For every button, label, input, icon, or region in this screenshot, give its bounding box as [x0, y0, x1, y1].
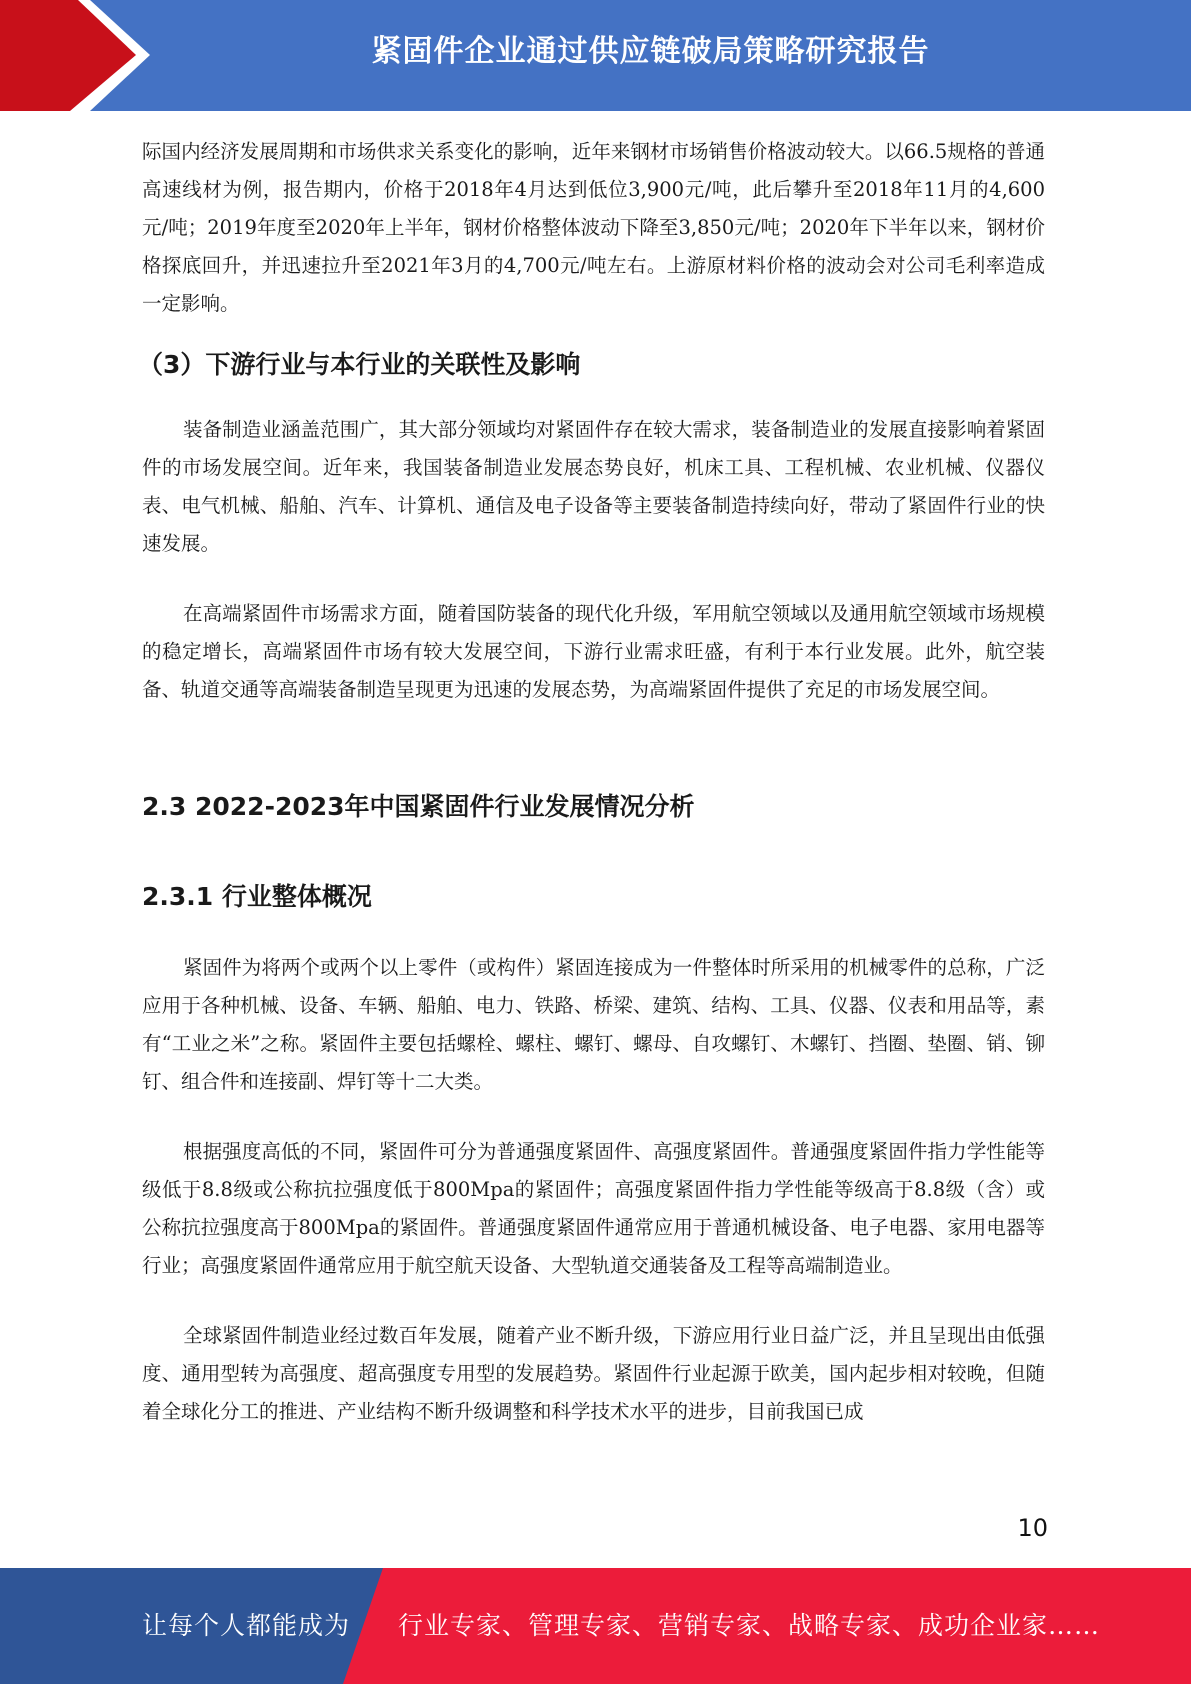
footer-slogan-right: 行业专家、管理专家、营销专家、战略专家、成功企业家…… — [398, 1611, 1101, 1640]
footer-slogan-left: 让每个人都能成为 — [142, 1611, 351, 1640]
paragraph-overview-1: 紧固件为将两个或两个以上零件（或构件）紧固连接成为一件整体时所采用的机械零件的总称，广泛应用于各种机械、设备、车辆、船舶、电力、铁路、桥梁、建筑、结构、工具、仪器、仪表和用品等，素有“工业之米”之称。紧固件主要包括螺栓、螺柱、螺钉、螺母、自攻螺钉、木螺钉、挡圈、垫圈、销、铆钉、组合件和连接副、焊钉等十二大类。 — [142, 956, 1045, 1093]
page-number: 10 — [1017, 1514, 1048, 1542]
section-heading-2-3-1: 2.3.1 行业整体概况 — [142, 882, 372, 911]
paragraph-overview-3: 全球紧固件制造业经过数百年发展，随着产业不断升级，下游应用行业日益广泛，并且呈现出由低强度、通用型转为高强度、超高强度专用型的发展趋势。紧固件行业起源于欧美，国内起步相对较晚，但随着全球化分工的推进、产业结构不断升级调整和科学技术水平的进步，目前我国已成 — [142, 1324, 1045, 1423]
red-chevron-icon — [0, 0, 160, 111]
page-content — [138, 133, 1045, 1431]
report-title: 紧固件企业通过供应链破局策略研究报告 — [371, 34, 930, 69]
paragraph-downstream-2: 在高端紧固件市场需求方面，随着国防装备的现代化升级，军用航空领域以及通用航空领域市场规模的稳定增长，高端紧固件市场有较大发展空间，下游行业需求旺盛，有利于本行业发展。此外，航空装备、轨道交通等高端装备制造呈现更为迅速的发展态势，为高端紧固件提供了充足的市场发展空间。 — [142, 602, 1045, 701]
paragraph-overview-2: 根据强度高低的不同，紧固件可分为普通强度紧固件、高强度紧固件。普通强度紧固件指力学性能等级低于8.8级或公称抗拉强度低于800Mpa的紧固件；高强度紧固件指力学性能等级高于8.8级（含）或公称抗拉强度高于800Mpa的紧固件。普通强度紧固件通常应用于普通机械设备、电子电器、家用电器等行业；高强度紧固件通常应用于航空航天设备、大型轨道交通装备及工程等高端制造业。 — [142, 1140, 1045, 1277]
paragraph-continued: 际国内经济发展周期和市场供求关系变化的影响，近年来钢材市场销售价格波动较大。以66.5规格的普通高速线材为例，报告期内，价格于2018年4月达到低位3,900元/吨，此后攀升至2018年11月的4,600元/吨；2019年度至2020年上半年，钢材价格整体波动下降至3,850元/吨；2020年下半年以来，钢材价格探底回升，并迅速拉升至2021年3月的4,700元/吨左右。上游原材料价格的波动会对公司毛利率造成一定影响。 — [142, 140, 1045, 315]
section-heading-2-3: 2.3 2022-2023年中国紧固件行业发展情况分析 — [142, 792, 695, 821]
page-header — [0, 0, 1191, 111]
page-footer — [0, 1568, 1191, 1684]
paragraph-downstream-1: 装备制造业涵盖范围广，其大部分领域均对紧固件存在较大需求，装备制造业的发展直接影响着紧固件的市场发展空间。近年来，我国装备制造业发展态势良好，机床工具、工程机械、农业机械、仪器仪表、电气机械、船舶、汽车、计算机、通信及电子设备等主要装备制造持续向好，带动了紧固件行业的快速发展。 — [142, 418, 1045, 555]
heading-downstream: （3）下游行业与本行业的关联性及影响 — [138, 350, 581, 379]
